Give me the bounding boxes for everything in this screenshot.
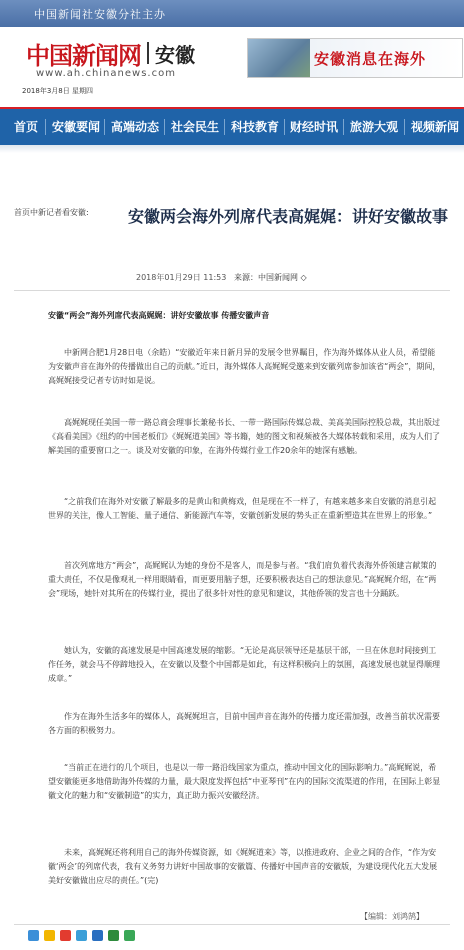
header-banner[interactable] xyxy=(247,38,463,78)
editor-credit: 【编辑：刘鸿鹄】 xyxy=(360,912,424,921)
nav-divider xyxy=(343,119,344,135)
nav-divider xyxy=(224,119,225,135)
share-bar xyxy=(28,930,135,941)
nav-item-finance[interactable]: 财经时讯 xyxy=(290,120,339,134)
nav-divider xyxy=(404,119,405,135)
nav-item-home[interactable]: 首页 xyxy=(14,120,39,134)
article-paragraph: 首次列席地方“两会”，高娓娓认为她的身份不是客人，而是参与者。“我们肩负着代表海外侨领建言献策的重大责任，不仅是像观礼一样用眼睛看，而更要用脑子想，还要积极表达自己的想法意见。”高娓娓介绍，在“两会”现场，她针对其所在的传媒行业，提出了很多针对性的意见和建议，其他侨领的发言也十分踊跃。 xyxy=(48,561,437,598)
banner-image xyxy=(248,39,310,78)
site-logo[interactable] xyxy=(26,38,195,68)
nav-item-society[interactable]: 社会民生 xyxy=(171,120,220,134)
logo-chinanews: 中国新闻网 xyxy=(26,40,141,70)
nav-divider xyxy=(284,119,285,135)
douban-icon[interactable] xyxy=(108,930,119,941)
nav-item-video[interactable]: 视频新闻 xyxy=(411,120,460,134)
article-paragraph: 作为在海外生活多年的媒体人，高娓娓坦言，目前中国声音在海外的传播力度还需加强，改善当前状况需要各方面的积极努力。 xyxy=(48,712,440,735)
nav-item-high-level[interactable]: 高端动态 xyxy=(111,120,160,134)
article-lead: 安徽“两会”海外列席代表高娓娓：讲好安徽故事 传播安徽声音 xyxy=(48,311,270,320)
nav-divider xyxy=(45,119,46,135)
logo-separator xyxy=(147,42,149,64)
article-paragraph: 未来，高娓娓还将利用自己的海外传媒资源，如《娓娓道来》等，以推进政府、企业之间的合作，“作为安徽‘两会’的列席代表，我有义务努力讲好中国故事的安徽篇、传播好中国声音的安徽版，为建设现代化五大发展美好安徽做出应尽的责任。”(完) xyxy=(48,848,438,885)
current-date: 2018年3月8日 星期四 xyxy=(22,87,93,95)
nav-divider xyxy=(104,119,105,135)
nav-divider xyxy=(164,119,165,135)
site-url: www.ah.chinanews.com xyxy=(36,68,176,79)
banner-text: 安徽消息在海外 xyxy=(314,50,427,68)
share-plus-icon[interactable] xyxy=(28,930,39,941)
footer-divider xyxy=(14,924,450,925)
qzone-icon[interactable] xyxy=(44,930,55,941)
nav-item-tech-edu[interactable]: 科技教育 xyxy=(231,120,280,134)
top-bar xyxy=(0,0,464,27)
article-paragraph: 中新网合肥1月28日电（余皓）“安徽近年来日新月异的发展令世界瞩目，作为海外媒体从业人员，希望能为安徽声音在海外的传播做出自己的贡献。”近日，海外媒体人高娓娓受邀来到安徽列席参加该省“两会”，期间，高娓娓接受记者专访时如是说。 xyxy=(48,348,441,385)
renren-icon[interactable] xyxy=(92,930,103,941)
wechat-icon[interactable] xyxy=(124,930,135,941)
weibo-icon[interactable] xyxy=(60,930,71,941)
logo-province: 安徽 xyxy=(155,42,195,67)
title-divider xyxy=(14,290,450,291)
article-paragraph: 她认为，安徽的高速发展是中国高速发展的缩影。“无论是高层领导还是基层干部，一旦在休息时间接到工作任务，就会马不停蹄地投入，在安徽以及整个中国都是如此，有这样积极向上的氛围，高速发展也就显得顺理成章。” xyxy=(48,646,440,683)
article-paragraph: 高娓娓现任美国一带一路总商会理事长兼秘书长、一带一路国际传媒总裁、美高美国际控股总裁，其出版过《高看美国》《纽约的中国老板们》《娓娓道美国》等书籍，她的图文和视频被各大媒体转载和采用，成为人们了解美国的重要窗口之一。谈及对安徽的印象，在海外传媒行业工作20余年的她深有感触。 xyxy=(48,418,440,455)
article-datetime: 2018年01月29日 11:53 xyxy=(136,273,227,282)
article-title: 安徽两会海外列席代表高娓娓：讲好安徽故事 xyxy=(128,207,449,226)
tencent-weibo-icon[interactable] xyxy=(76,930,87,941)
sponsor-text: 中国新闻社安徽分社主办 xyxy=(34,8,166,21)
article-paragraph: “之前我们在海外对安徽了解最多的是黄山和黄梅戏，但是现在不一样了，有越来越多来自安徽的消息引起世界的关注，像人工智能、量子通信、新能源汽车等，安徽创新发展的势头正在重新塑造其在世界上的形象。” xyxy=(48,497,437,520)
breadcrumb[interactable]: 首页中新记者看安徽: xyxy=(14,208,89,217)
nav-item-anhui-news[interactable]: 安徽要闻 xyxy=(52,120,101,134)
main-nav xyxy=(0,107,464,145)
nav-item-travel[interactable]: 旅游大观 xyxy=(350,120,399,134)
article-meta xyxy=(136,272,307,283)
article-source[interactable]: 来源：中国新闻网 ◇ xyxy=(233,273,307,282)
article-paragraph: “当前正在进行的几个项目，也是以一带一路沿线国家为重点，推动中国文化的国际影响力。”高娓娓说，希望安徽能更多地借助海外传媒的力量，最大限度发挥包括“中亚琴刊”在内的国际交流渠道的作用，在国际上彰显徽文化的魅力和“安徽制造”的实力，真正助力振兴安徽经济。 xyxy=(48,763,441,800)
nav-shadow xyxy=(0,145,464,153)
